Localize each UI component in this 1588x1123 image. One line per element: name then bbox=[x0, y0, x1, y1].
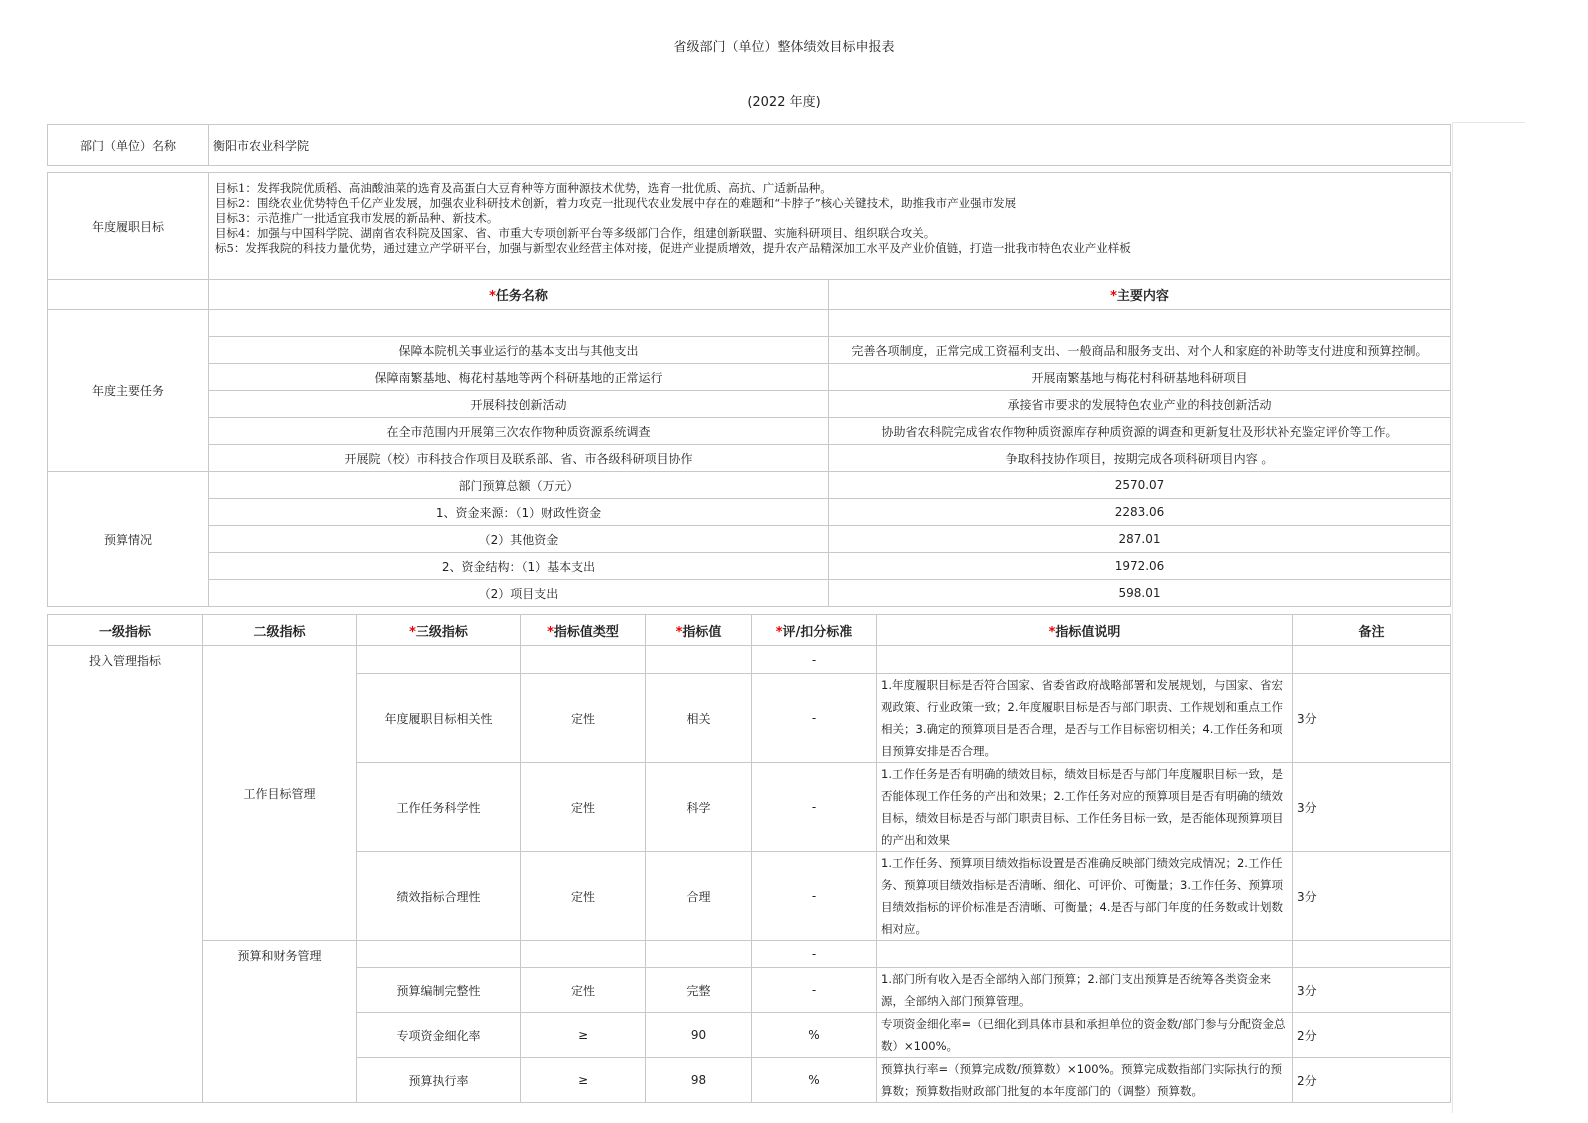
goal-line: 标5：发挥我院的科技力量优势，通过建立产学研平台，加强与新型农业经营主体对接，促进产业提质增效，提升农产品精深加工水平及产业价值链，打造一批我市特色农业产业样板 bbox=[215, 241, 1131, 255]
indicator-type: 定性 bbox=[521, 852, 646, 941]
level2-budget-finance: 预算和财务管理 bbox=[203, 941, 357, 1103]
page-title: 省级部门（单位）整体绩效目标申报表 bbox=[673, 40, 895, 55]
budget-item: （2）项目支出 bbox=[209, 580, 829, 607]
budget-amount: 2283.06 bbox=[829, 499, 1451, 526]
indicator-value: 相关 bbox=[646, 674, 752, 763]
indicator-type bbox=[521, 941, 646, 968]
indicator-standard: - bbox=[752, 646, 877, 674]
task-name: 开展科技创新活动 bbox=[209, 391, 829, 418]
goal-line: 目标4：加强与中国科学院、湖南省农科院及国家、省、市重大专项创新平台等多级部门合作，组建创新联盟、实施科研项目、组织联合攻关。 bbox=[215, 226, 936, 240]
indicator-note: 3分 bbox=[1293, 968, 1451, 1013]
indicator-value bbox=[646, 941, 752, 968]
indicator-value: 合理 bbox=[646, 852, 752, 941]
indicator-description: 专项资金细化率=（已细化到具体市县和承担单位的资金数/部门参与分配资金总数）×100%。 bbox=[877, 1013, 1293, 1058]
task-content-header: *主要内容 bbox=[829, 280, 1451, 310]
dept-value: 衡阳市农业科学院 bbox=[209, 125, 1451, 166]
task-content: 完善各项制度，正常完成工资福利支出、一般商品和服务支出、对个人和家庭的补助等支付进度和预算控制。 bbox=[829, 337, 1451, 364]
indicator-type: 定性 bbox=[521, 674, 646, 763]
task-name: 保障本院机关事业运行的基本支出与其他支出 bbox=[209, 337, 829, 364]
budget-item: 1、资金来源：（1）财政性资金 bbox=[209, 499, 829, 526]
indicator-standard: - bbox=[752, 968, 877, 1013]
indicator-name: 预算编制完整性 bbox=[357, 968, 521, 1013]
task-content: 承接省市要求的发展特色农业产业的科技创新活动 bbox=[829, 391, 1451, 418]
indicator-standard: % bbox=[752, 1058, 877, 1103]
indicator-type: ≥ bbox=[521, 1058, 646, 1103]
budget-amount: 1972.06 bbox=[829, 553, 1451, 580]
budget-item: 部门预算总额（万元） bbox=[209, 472, 829, 499]
indicator-name: 预算执行率 bbox=[357, 1058, 521, 1103]
indicator-note bbox=[1293, 941, 1451, 968]
indicator-description bbox=[877, 646, 1293, 674]
goal-line: 目标2：围绕农业优势特色千亿产业发展，加强农业科研技术创新，着力攻克一批现代农业发展中存在的难题和“卡脖子”核心关键技术，助推我市产业强市发展 bbox=[215, 196, 1017, 210]
header-level1: 一级指标 bbox=[48, 615, 203, 646]
indicator-note bbox=[1293, 646, 1451, 674]
level2-work-goal: 工作目标管理 bbox=[203, 646, 357, 941]
indicator-standard: - bbox=[752, 763, 877, 852]
dept-table bbox=[47, 124, 1451, 166]
indicator-description: 预算执行率=（预算完成数/预算数）×100%。预算完成数指部门实际执行的预算数；预算数指财政部门批复的本年度部门的（调整）预算数。 bbox=[877, 1058, 1293, 1103]
header-level3: *三级指标 bbox=[357, 615, 521, 646]
budget-amount: 598.01 bbox=[829, 580, 1451, 607]
indicator-description bbox=[877, 941, 1293, 968]
dept-label: 部门（单位）名称 bbox=[48, 125, 209, 166]
header-level2: 二级指标 bbox=[203, 615, 357, 646]
task-name bbox=[209, 310, 829, 337]
indicator-value: 完整 bbox=[646, 968, 752, 1013]
header-value-type: *指标值类型 bbox=[521, 615, 646, 646]
task-name: 在全市范围内开展第三次农作物种质资源系统调查 bbox=[209, 418, 829, 445]
level1-label: 投入管理指标 bbox=[48, 646, 203, 1103]
tasks-label: 年度主要任务 bbox=[48, 310, 209, 472]
task-content: 协助省农科院完成省农作物种质资源库存种质资源的调查和更新复壮及形状补充鉴定评价等工作。 bbox=[829, 418, 1451, 445]
page-frame-edge bbox=[1452, 122, 1525, 1113]
indicator-type: 定性 bbox=[521, 763, 646, 852]
indicator-type: ≥ bbox=[521, 1013, 646, 1058]
indicator-description: 1.工作任务是否有明确的绩效目标，绩效目标是否与部门年度履职目标一致，是否能体现工作任务的产出和效果；2.工作任务对应的预算项目是否有明确的绩效目标，绩效目标是否与部门职责目标、工作任务目标一致，是否能体现预算项目的产出和效果 bbox=[877, 763, 1293, 852]
indicator-description: 1.工作任务、预算项目绩效指标设置是否准确反映部门绩效完成情况；2.工作任务、预算项目绩效指标是否清晰、细化、可评价、可衡量；3.工作任务、预算项目绩效指标的评价标准是否清晰、可衡量；4.是否与部门年度的任务数或计划数相对应。 bbox=[877, 852, 1293, 941]
indicator-description: 1.部门所有收入是否全部纳入部门预算；2.部门支出预算是否统筹各类资金来源，全部纳入部门预算管理。 bbox=[877, 968, 1293, 1013]
indicator-table bbox=[47, 614, 1451, 1103]
goal-line: 目标1：发挥我院优质稻、高油酸油菜的选育及高蛋白大豆育种等方面种源技术优势，选育一批优质、高抗、广适新品种。 bbox=[215, 181, 832, 195]
task-name-header: *任务名称 bbox=[209, 280, 829, 310]
budget-label: 预算情况 bbox=[48, 472, 209, 607]
header-description: *指标值说明 bbox=[877, 615, 1293, 646]
indicator-description: 1.年度履职目标是否符合国家、省委省政府战略部署和发展规划，与国家、省宏观政策、行业政策一致；2.年度履职目标是否与部门职责、工作规划和重点工作相关；3.确定的预算项目是否合理，是否与工作目标密切相关；4.工作任务和项目预算安排是否合理。 bbox=[877, 674, 1293, 763]
indicator-standard: - bbox=[752, 852, 877, 941]
indicator-standard: % bbox=[752, 1013, 877, 1058]
goals-text bbox=[209, 173, 1451, 280]
year-label: (2022 年度) bbox=[747, 95, 821, 110]
goals-table bbox=[47, 172, 1451, 280]
task-content bbox=[829, 310, 1451, 337]
indicator-name: 工作任务科学性 bbox=[357, 763, 521, 852]
indicator-name: 年度履职目标相关性 bbox=[357, 674, 521, 763]
tasks-budget-table bbox=[47, 279, 1451, 607]
header-standard: *评/扣分标准 bbox=[752, 615, 877, 646]
goal-line: 目标3：示范推广一批适宜我市发展的新品种、新技术。 bbox=[215, 211, 499, 225]
budget-amount: 2570.07 bbox=[829, 472, 1451, 499]
tasks-header-blank bbox=[48, 280, 209, 310]
indicator-standard: - bbox=[752, 674, 877, 763]
indicator-note: 2分 bbox=[1293, 1013, 1451, 1058]
indicator-note: 3分 bbox=[1293, 852, 1451, 941]
indicator-standard: - bbox=[752, 941, 877, 968]
indicator-value bbox=[646, 646, 752, 674]
goals-label: 年度履职目标 bbox=[48, 173, 209, 280]
indicator-name: 专项资金细化率 bbox=[357, 1013, 521, 1058]
indicator-note: 3分 bbox=[1293, 763, 1451, 852]
task-content: 开展南繁基地与梅花村科研基地科研项目 bbox=[829, 364, 1451, 391]
task-content: 争取科技协作项目，按期完成各项科研项目内容 。 bbox=[829, 445, 1451, 472]
indicator-name bbox=[357, 646, 521, 674]
indicator-name bbox=[357, 941, 521, 968]
header-value: *指标值 bbox=[646, 615, 752, 646]
indicator-note: 2分 bbox=[1293, 1058, 1451, 1103]
task-name: 保障南繁基地、梅花村基地等两个科研基地的正常运行 bbox=[209, 364, 829, 391]
indicator-value: 98 bbox=[646, 1058, 752, 1103]
indicator-note: 3分 bbox=[1293, 674, 1451, 763]
task-name: 开展院（校）市科技合作项目及联系部、省、市各级科研项目协作 bbox=[209, 445, 829, 472]
budget-item: 2、资金结构：（1）基本支出 bbox=[209, 553, 829, 580]
indicator-type bbox=[521, 646, 646, 674]
budget-amount: 287.01 bbox=[829, 526, 1451, 553]
header-note: 备注 bbox=[1293, 615, 1451, 646]
budget-item: （2）其他资金 bbox=[209, 526, 829, 553]
indicator-name: 绩效指标合理性 bbox=[357, 852, 521, 941]
indicator-type: 定性 bbox=[521, 968, 646, 1013]
indicator-value: 90 bbox=[646, 1013, 752, 1058]
indicator-value: 科学 bbox=[646, 763, 752, 852]
